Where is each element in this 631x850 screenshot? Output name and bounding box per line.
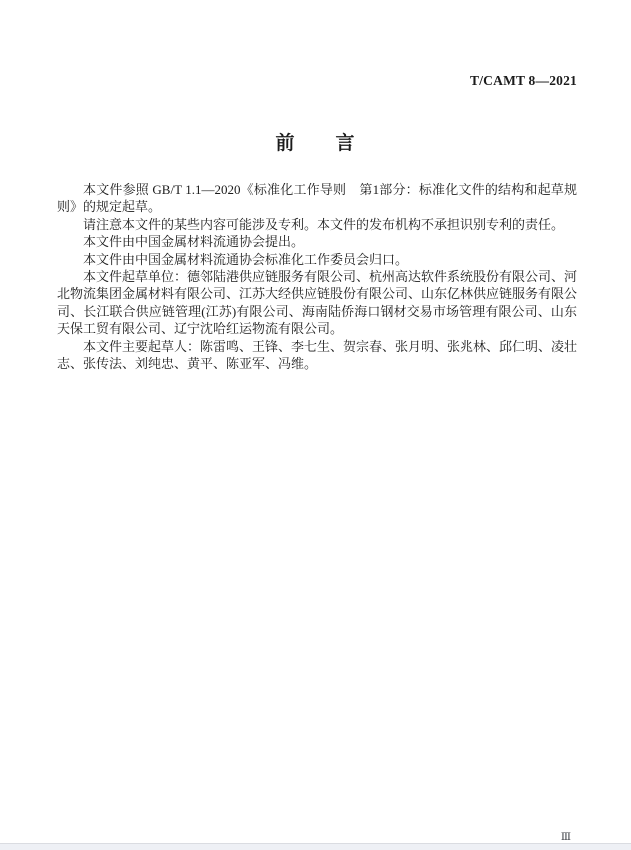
standard-code-header: T/CAMT 8—2021 — [470, 73, 577, 88]
page-bottom-edge — [0, 843, 631, 850]
foreword-paragraph-centralized-by: 本文件由中国金属材料流通协会标准化工作委员会归口。 — [83, 251, 409, 267]
foreword-paragraph-drafting-rules: 本文件参照 GB/T 1.1—2020《标准化工作导则 第1部分：标准化文件的结构和起草规则》的规定起草。 — [57, 182, 577, 215]
page-number: Ⅲ — [560, 832, 571, 843]
foreword-body — [57, 181, 577, 372]
foreword-paragraph-patent-notice: 请注意本文件的某些内容可能涉及专利。本文件的发布机构不承担识别专利的责任。 — [83, 216, 565, 232]
foreword-paragraph-proposed-by: 本文件由中国金属材料流通协会提出。 — [83, 234, 305, 250]
foreword-paragraph-drafting-organizations: 本文件起草单位：德邻陆港供应链服务有限公司、杭州高达软件系统股份有限公司、河北物流集团金属材料有限公司、江苏大经供应链股份有限公司、山东亿林供应链服务有限公司、长江联合供应链管理(江苏)有限公司、海南陆侨海口钢材交易市场管理有限公司、山东天保工贸有限公司、辽宁沈哈红运物流有限公司。 — [57, 269, 578, 337]
page-title: 前 言 — [275, 133, 356, 154]
foreword-paragraph-main-drafters: 本文件主要起草人：陈雷鸣、王锋、李七生、贺宗春、张月明、张兆林、邱仁明、凌壮志、张传法、刘纯忠、黄平、陈亚军、冯维。 — [57, 338, 578, 372]
